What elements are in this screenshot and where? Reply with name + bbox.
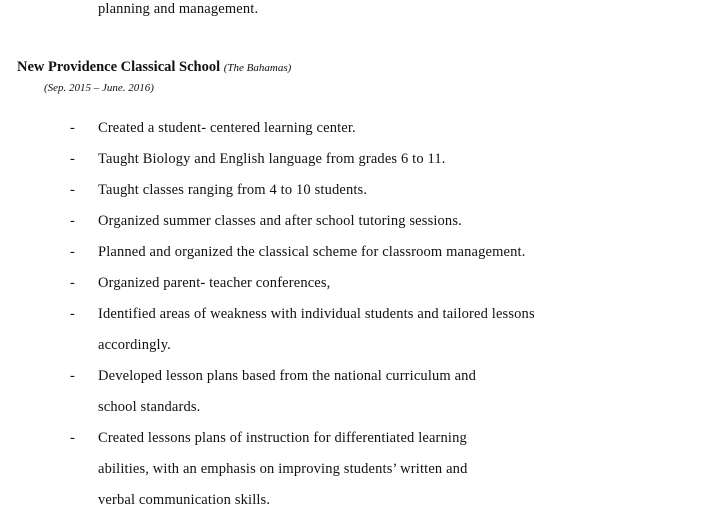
list-item-continuation: abilities, with an emphasis on improving students’ written and [98, 461, 468, 477]
bullet-dash: - [70, 306, 75, 322]
list-item-text: Identified areas of weakness with individual students and tailored lessons [98, 306, 535, 322]
list-item [0, 429, 680, 449]
list-item [0, 212, 680, 232]
list-item-text: Organized parent- teacher conferences, [98, 275, 331, 291]
organization-country: (The Bahamas) [223, 62, 292, 74]
list-item-text: Taught Biology and English language from grades 6 to 11. [98, 151, 446, 167]
bullet-dash: - [70, 368, 75, 384]
bullet-dash: - [70, 120, 75, 136]
list-item-text: Created a student- centered learning center. [98, 120, 356, 136]
list-item-continuation: school standards. [98, 399, 201, 415]
list-item-text: Taught classes ranging from 4 to 10 students. [98, 182, 368, 198]
list-item [0, 243, 680, 263]
list-item-text: Planned and organized the classical scheme for classroom management. [98, 244, 526, 260]
organization-name: New Providence Classical School [17, 59, 221, 75]
list-item-text: Organized summer classes and after school tutoring sessions. [98, 213, 462, 229]
list-item-continuation: accordingly. [98, 337, 171, 353]
list-item [0, 181, 680, 201]
bullet-dash: - [70, 430, 75, 446]
list-item-text: Developed lesson plans based from the national curriculum and [98, 368, 476, 384]
list-item [0, 367, 680, 387]
employment-dates: (Sep. 2015 – June. 2016) [44, 82, 154, 94]
previous-section-continuation: planning and management. [98, 1, 259, 17]
list-item-text: Created lessons plans of instruction for differentiated learning [98, 430, 467, 446]
organization-heading [17, 57, 291, 78]
bullet-dash: - [70, 213, 75, 229]
list-item [0, 274, 680, 294]
list-item [0, 150, 680, 170]
bullet-dash: - [70, 151, 75, 167]
list-item [0, 305, 680, 325]
list-item [0, 119, 680, 139]
bullet-dash: - [70, 275, 75, 291]
list-item-continuation: verbal communication skills. [98, 492, 271, 508]
bullet-dash: - [70, 182, 75, 198]
bullet-dash: - [70, 244, 75, 260]
